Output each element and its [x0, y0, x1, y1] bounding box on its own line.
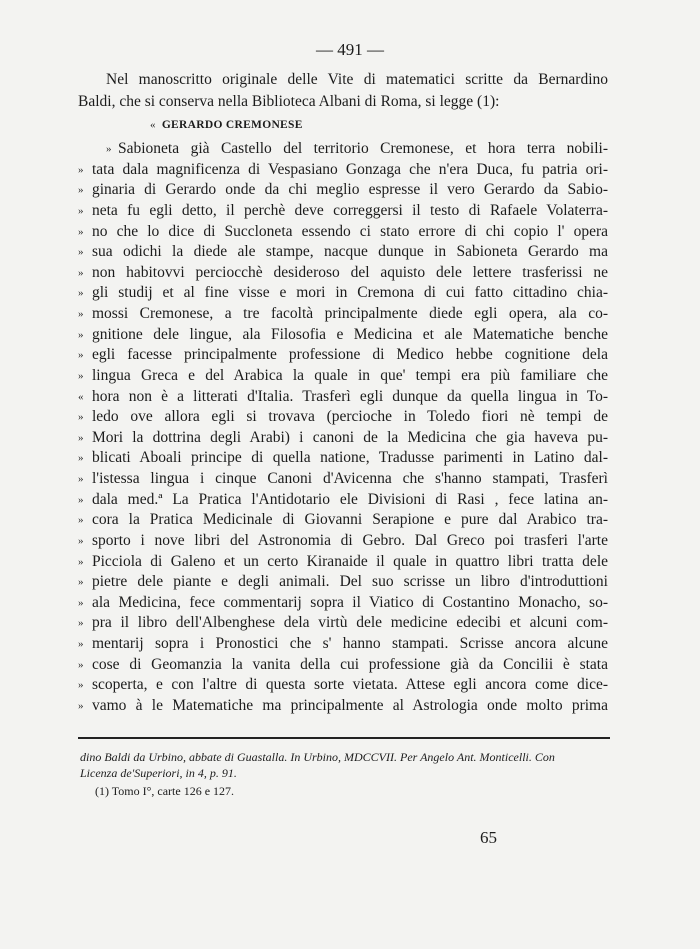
footnote-line	[80, 749, 610, 765]
body-line-text: sporto i nove libri del Astronomia di Gebro. Dal Greco poi trasferi l'arte	[92, 531, 608, 549]
body-line	[78, 407, 608, 427]
quote-mark: »	[78, 473, 84, 486]
quote-mark: »	[78, 328, 84, 341]
quote-mark: »	[106, 143, 112, 155]
footnote-rule	[78, 737, 610, 739]
body-line-text: dala med.ª La Pratica l'Antidotario ele Divisioni di Rasi , fece latina an-	[92, 490, 608, 508]
body-line-text: neta fu egli detto, il perchè deve correggersi il testo di Rafaele Volaterra-	[92, 201, 608, 219]
heading-text: GERARDO CREMONESE	[161, 119, 303, 131]
body-line	[78, 675, 608, 695]
body-line	[78, 201, 608, 221]
body-line	[78, 490, 608, 510]
quote-mark: »	[78, 596, 84, 609]
quote-mark: »	[78, 534, 84, 547]
intro-text: Nel manoscritto originale delle Vite di matematici scritte da Bernardino	[106, 71, 608, 88]
body-line	[78, 469, 608, 489]
body-line	[78, 593, 608, 613]
section-heading	[150, 119, 303, 131]
body-line-text: pietre dele piante e degli animali. Del suo scrisse un libro d'introduttioni	[92, 573, 608, 591]
quote-mark: »	[78, 700, 84, 712]
quote-mark: »	[78, 349, 84, 362]
quote-mark: »	[78, 638, 84, 651]
body-line-text: ginaria di Gerardo onde da chi meglio espresse il vero Gerardo da Sabio-	[92, 181, 608, 199]
body-line-text: cora la Pratica Medicinale di Giovanni Serapione e pure dal Arabico tra-	[92, 511, 608, 529]
body-line-text: vamo à le Matematiche ma principalmente al Astrologia onde molto prima	[92, 697, 608, 714]
body-line	[78, 242, 608, 262]
page-number: — 491 —	[316, 40, 384, 59]
body-line	[78, 510, 608, 530]
body-line-text: sua odichi la diede ale stampe, nacque dunque in Sabioneta Gerardo ma	[92, 243, 608, 261]
footnote-text: (1) Tomo I°, carte 126 e 127.	[95, 784, 235, 798]
body-line	[78, 325, 608, 345]
intro-line	[78, 70, 608, 90]
intro-line	[78, 92, 608, 112]
quote-mark: »	[78, 555, 84, 568]
quote-mark: »	[78, 184, 84, 197]
body-line-text: gli studij et al fine visse e mori in Cremona di cui fatto cittadino chia-	[92, 284, 608, 302]
quote-mark: »	[78, 411, 84, 424]
body-line-text: gnitione dele lingue, ala Filosofia e Medicina et ale Matematiche benche	[92, 325, 608, 343]
body-line	[78, 613, 608, 633]
quote-mark: »	[78, 287, 84, 300]
body-line-text: ledo ove allora egli si trovava (percioche in Toledo fiori nè tempi de	[92, 408, 608, 426]
body-line	[78, 448, 608, 468]
body-line-text: blicati Aboali principe di quella natione, Tradusse parimenti in Latino dal-	[92, 449, 608, 467]
body-line-text: scoperta, e con l'altre di questa sorte vietata. Attese egli ancora come dice-	[92, 676, 608, 694]
quote-mark: »	[78, 514, 84, 527]
body-line-text: pra il libro dell'Albenghese dela virtù dele medicine edecibi et alcuni com-	[92, 614, 608, 632]
body-line-text: Picciola di Galeno et un certo Kiranaide il quale in quattro libri tratta dele	[92, 552, 608, 570]
quote-mark: »	[78, 431, 84, 444]
quote-mark: »	[78, 493, 84, 506]
body-line	[78, 428, 608, 448]
body-line	[78, 387, 608, 407]
quote-mark: »	[78, 576, 84, 589]
intro-text: Baldi, che si conserva nella Biblioteca Albani di Roma, si legge (1):	[78, 93, 500, 110]
quote-mark: »	[78, 246, 84, 259]
body-line	[78, 160, 608, 180]
body-line	[78, 180, 608, 200]
quote-mark: »	[78, 452, 84, 465]
body-line-text: lingua Greca e del Arabica la quale in que' tempi era più familiare che	[92, 366, 608, 384]
body-line	[78, 572, 608, 592]
quote-mark: »	[78, 163, 84, 176]
quote-mark: »	[78, 225, 84, 238]
quote-mark: »	[78, 617, 84, 630]
body-line	[78, 531, 608, 551]
body-line	[78, 283, 608, 303]
body-line-text: Mori la dottrina degli Arabi) i canoni de la Medicina che gia haveva pu-	[92, 428, 608, 446]
body-line	[78, 345, 608, 365]
body-line	[78, 696, 608, 716]
body-line	[78, 552, 608, 572]
footnote-text: dino Baldi da Urbino, abbate di Guastalla. In Urbino, MDCCVII. Per Angelo Ant. Monticelli. Con	[80, 750, 555, 764]
footnote-line	[80, 765, 610, 781]
body-line	[78, 139, 608, 159]
quote-mark: »	[78, 308, 84, 321]
body-line	[78, 634, 608, 654]
body-line-text: ala Medicina, fece commentarij sopra il Viatico di Costantino Monacho, so-	[92, 593, 608, 611]
body-line	[78, 366, 608, 386]
body-line-text: egli facesse principalmente professione di Medico hebbe cognitione dela	[92, 346, 608, 364]
body-line	[78, 304, 608, 324]
body-line	[78, 222, 608, 242]
footnote-line	[95, 783, 625, 799]
quote-mark: »	[78, 204, 84, 217]
body-line-text: tata dala magnificenza di Vespasiano Gonzaga che n'era Duca, fu patria ori-	[92, 160, 608, 178]
body-line	[78, 655, 608, 675]
body-line-text: mossi Cremonese, a tre facoltà principalmente diede egli opera, ala co-	[92, 305, 608, 323]
body-line	[78, 263, 608, 283]
quote-mark: »	[78, 679, 84, 692]
body-line-text: hora non è a litterati d'Italia. Trasferì egli dunque da quella lingua in To-	[92, 387, 608, 405]
quote-mark: »	[78, 369, 84, 382]
quote-mark: »	[78, 658, 84, 671]
body-line-text: cose di Geomanzia la vanita della cui professione già da Concilii è stata	[92, 655, 608, 673]
body-line-text: no che lo dice di Succloneta essendo ci stato errore di chi copio l' opera	[92, 222, 608, 240]
footnote-text: Licenza de'Superiori, in 4, p. 91.	[80, 766, 237, 780]
quote-mark: »	[78, 266, 84, 279]
body-line-text: mentarij sopra i Pronostici che s' hanno stampati. Scrisse ancora alcune	[92, 635, 608, 653]
body-line-text: l'istessa lingua i cinque Canoni d'Avicenna che s'hanno stampati, Trasferì	[92, 470, 608, 488]
body-line-text: non habitovvi perciocchè desideroso del aquisto dele lettere trasferissi ne	[92, 263, 608, 281]
folio-number: 65	[480, 828, 497, 847]
quote-mark: «	[150, 119, 156, 131]
body-line-text: Sabioneta già Castello del territorio Cremonese, et hora terra nobili-	[118, 140, 608, 157]
quote-mark: «	[78, 390, 84, 403]
